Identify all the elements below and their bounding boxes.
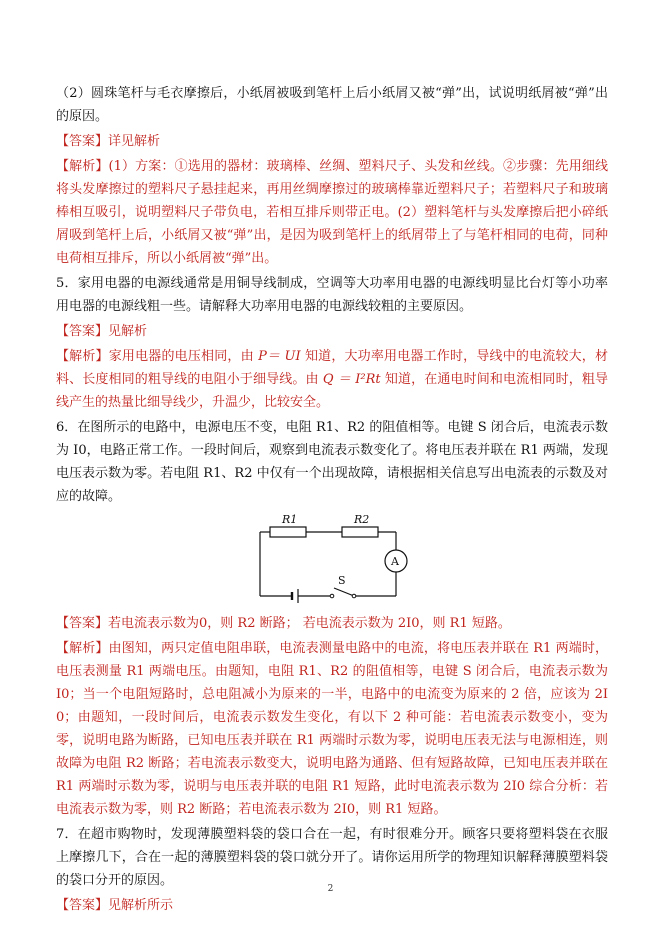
analysis-6: 【解析】由图知，两只定值电阻串联，电流表测量电路中的电流，将电压表并联在 R1 两端时，电压表测量 R1 两端电压。由题知，电阻 R1、R2 的阻值相等，电键 S 闭合后，电流表示数为 I0；当一个电阻短路时，总电阻减小为原来的一半，电路中的电流变为原来的 2 倍，应该为 2I0；由题知，一段时间后，电流表示数发生变化，有以下 2 种可能：若电流表示数变小，变为零，说明电路为断路，已知电压表并联在 R1 两端时示数为零，说明电压表无法与电源相连，则故障为电阻 R2 断路；若电流表示数变大，说明电路为通路、但有短路故障，已知电压表并联在 R1 两端时示数为零，说明与电压表并联的电阻 R1 短路，此时电流表示数为 2I0 综合分析：若电流表示数为零，则 R2 断路；若电流表示数为 2I0，则 R1 短路。 (56, 641, 608, 817)
analysis-4: 【解析】(1）方案：①选用的器材：玻璃棒、丝绸、塑料尺子、头发和丝线。②步骤：先用细线将头发摩擦过的塑料尺子悬挂起来，再用丝绸摩擦过的玻璃棒靠近塑料尺子；若塑料尺子和玻璃棒相互吸引，说明塑料尺子带负电，若相互排斥则带正电。(2）塑料笔杆与头发摩擦后把小碎纸屑吸到笔杆上后，小纸屑又被“弹”出，是因为吸到笔杆上的纸屑带上了与笔杆相同的电荷，同种电荷相互排斥，所以小纸屑被“弹”出。 (56, 159, 608, 266)
circuit-svg (56, 512, 608, 610)
circuit-diagram (56, 512, 608, 610)
switch-pivot (352, 594, 356, 598)
question-4-part-2: （2）圆珠笔杆与毛衣摩擦后，小纸屑被吸到笔杆上后小纸屑又被“弹”出，试说明纸屑被“弹”出的原因。 (56, 86, 608, 124)
analysis-5-part-3: 知道，在通电时间和电流相同时，粗导线产生的热量比细导线少，升温少，比较安全。 (56, 372, 608, 410)
label-r2: R2 (354, 513, 370, 526)
answer-6: 【答案】若电流表示数为0，则 R2 断路； 若电流表示数为 2I0，则 R1 短路。 (56, 616, 511, 631)
answer-5: 【答案】见解析 (56, 324, 148, 339)
analysis-5-part-2: 知道，大功率用电器工作时，导线中的电流较大，材料、长度相同的粗导线的电阻小于细导线。由 (56, 349, 608, 387)
question-6: 6．在图所示的电路中，电源电压不变，电阻 R1、R2 的阻值相等。电键 S 闭合后，电流表示数为 I0，电路正常工作。一段时间后，观察到电流表示数变化了。将电压表并联在 R1 两端，发现电压表示数为零。若电阻 R1、R2 中仅有一个出现故障，请根据相关信息写出电流表的示数及对应的故障。 (56, 420, 608, 504)
label-r1: R1 (282, 513, 298, 526)
formula-heat: Q ＝ I²Rt (322, 372, 381, 387)
page-number: 2 (327, 884, 334, 894)
switch-contact (330, 594, 334, 598)
analysis-5-part-1: 【解析】家用电器的电压相同，由 (56, 349, 254, 364)
resistor-r2 (342, 527, 378, 537)
document-body (56, 82, 608, 919)
answer-4: 【答案】详见解析 (56, 134, 161, 149)
analysis-5 (56, 345, 608, 414)
switch-blade (334, 588, 354, 596)
question-7: 7．在超市购物时，发现薄膜塑料袋的袋口合在一起，有时很难分开。顾客只要将塑料袋在衣服上摩擦几下，合在一起的薄膜塑料袋的袋口就分开了。请你运用所学的物理知识解释薄膜塑料袋的袋口分开的原因。 (56, 827, 608, 888)
question-5: 5．家用电器的电源线通常是用铜导线制成，空调等大功率用电器的电源线明显比台灯等小功率用电器的电源线粗一些。请解释大功率用电器的电源线较粗的主要原因。 (56, 276, 608, 314)
resistor-r1 (270, 527, 306, 537)
formula-power: P＝ UI (258, 349, 301, 364)
answer-7: 【答案】见解析所示 (56, 898, 174, 913)
label-ammeter: A (391, 555, 399, 568)
label-switch: S (338, 574, 346, 587)
